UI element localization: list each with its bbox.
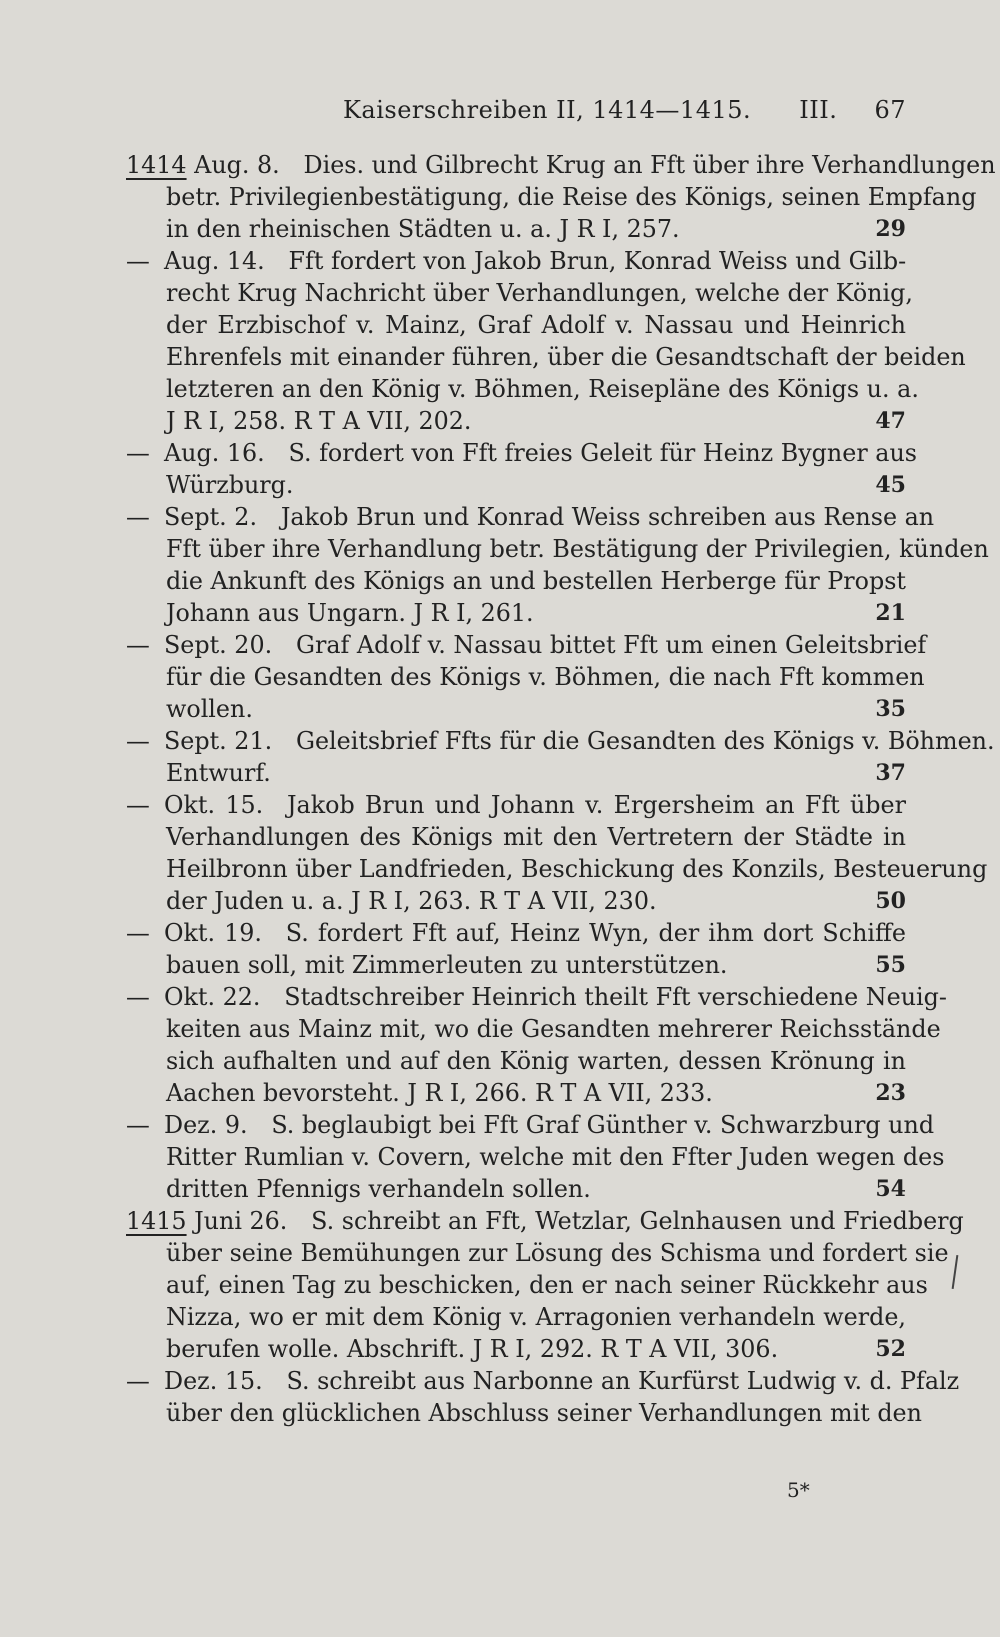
entry-text: Jakob Brun und Johann v. Ergersheim an Fft über	[286, 791, 907, 819]
entry-date-text: Aug. 14.	[164, 247, 265, 275]
entry-line	[126, 1205, 964, 1237]
margin-pencil-mark	[952, 1255, 959, 1289]
regesta-list	[126, 149, 996, 1429]
document-number: 21	[875, 600, 906, 626]
entry-text: J R I, 258. R T A VII, 202.	[166, 407, 472, 435]
entry-line	[126, 693, 906, 725]
entry-date-text: Juni 26.	[194, 1207, 288, 1235]
regest-entry	[126, 1109, 945, 1205]
entry-text: Fft über ihre Verhandlung betr. Bestätigung der Privilegien, künden	[166, 535, 989, 563]
entry-year: 1414	[126, 151, 187, 179]
page-number: 67	[874, 96, 906, 124]
header-title: Kaiserschreiben II, 1414—1415.	[343, 96, 752, 124]
entry-text: Dies. und Gilbrecht Krug an Fft über ihre Verhandlungen	[303, 151, 996, 179]
entry-line	[126, 1141, 945, 1173]
document-number: 54	[875, 1176, 906, 1202]
entry-text: S. schreibt an Fft, Wetzlar, Gelnhausen und Friedberg	[311, 1207, 964, 1235]
ditto-dash: —	[126, 983, 150, 1011]
entry-line	[126, 245, 906, 277]
entry-text: S. fordert Fft auf, Heinz Wyn, der ihm dort Schiffe	[285, 919, 906, 947]
entry-text: in den rheinischen Städten u. a. J R I, 257.	[166, 215, 680, 243]
entry-year: 1415	[126, 1207, 187, 1235]
entry-text: Würzburg.	[166, 471, 294, 499]
document-number: 35	[875, 696, 906, 722]
entry-text: Graf Adolf v. Nassau bittet Fft um einen Geleitsbrief	[295, 631, 927, 659]
ditto-dash: —	[126, 439, 150, 467]
entry-date-text: Sept. 2.	[164, 503, 258, 531]
entry-line	[126, 1109, 935, 1141]
entry-date	[126, 983, 284, 1011]
ditto-dash: —	[126, 919, 150, 947]
entry-date	[126, 1111, 271, 1139]
entry-text: der Juden u. a. J R I, 263. R T A VII, 230.	[166, 887, 657, 915]
document-number: 52	[875, 1336, 906, 1362]
entry-text: betr. Privilegienbestätigung, die Reise des Königs, seinen Empfang	[166, 183, 977, 211]
regest-entry	[126, 725, 995, 789]
entry-text: letzteren an den König v. Böhmen, Reisepläne des Königs u. a.	[166, 375, 919, 403]
entry-text: Verhandlungen des Königs mit den Vertretern der Städte in	[166, 823, 906, 851]
entry-text: über den glücklichen Abschluss seiner Verhandlungen mit den	[166, 1399, 922, 1427]
entry-text: keiten aus Mainz mit, wo die Gesandten mehrerer Reichsstände	[166, 1015, 941, 1043]
entry-date-text: Sept. 20.	[164, 631, 273, 659]
regest-entry	[126, 501, 989, 629]
entry-text: für die Gesandten des Königs v. Böhmen, die nach Fft kommen	[166, 663, 925, 691]
entry-line	[126, 885, 906, 917]
entry-date-text: Sept. 21.	[164, 727, 273, 755]
entry-line	[126, 1365, 960, 1397]
entry-date	[126, 919, 286, 947]
entry-line	[126, 469, 906, 501]
entry-line	[126, 1013, 941, 1045]
entry-date-text: Dez. 9.	[164, 1111, 248, 1139]
ditto-dash: —	[126, 247, 150, 275]
ditto-dash: —	[126, 791, 150, 819]
regest-entry	[126, 1365, 960, 1429]
document-number: 29	[875, 216, 906, 242]
entry-date	[126, 247, 289, 275]
entry-date	[126, 503, 281, 531]
entry-line	[126, 1173, 906, 1205]
entry-line	[126, 1077, 906, 1109]
entry-line	[126, 565, 906, 597]
entry-line	[126, 1333, 906, 1365]
entry-text: der Erzbischof v. Mainz, Graf Adolf v. Nassau und Heinrich	[166, 311, 906, 339]
regest-entry	[126, 981, 947, 1109]
entry-line	[126, 949, 906, 981]
entry-date	[126, 791, 287, 819]
ditto-dash: —	[126, 1111, 150, 1139]
entry-date	[126, 727, 296, 755]
entry-text: Geleitsbrief Ffts für die Gesandten des Königs v. Böhmen.	[295, 727, 995, 755]
entry-line	[126, 181, 977, 213]
entry-line	[126, 725, 995, 757]
regest-entry	[126, 917, 906, 981]
entry-date-text: Okt. 22.	[164, 983, 261, 1011]
ditto-dash: —	[126, 631, 150, 659]
regest-entry	[126, 1205, 964, 1365]
entry-text: wollen.	[166, 695, 253, 723]
entry-line	[126, 597, 906, 629]
document-number: 50	[875, 888, 906, 914]
entry-text: auf, einen Tag zu beschicken, den er nach seiner Rückkehr aus	[166, 1271, 928, 1299]
entry-text: Aachen bevorsteht. J R I, 266. R T A VII, 233.	[166, 1079, 713, 1107]
header-section: III.	[799, 96, 838, 124]
entry-text: sich aufhalten und auf den König warten, dessen Krönung in	[166, 1047, 906, 1075]
entry-line	[126, 533, 989, 565]
entry-line	[126, 1397, 922, 1429]
regest-entry	[126, 629, 927, 725]
entry-text: die Ankunft des Königs an und bestellen Herberge für Propst	[166, 567, 906, 595]
entry-line	[126, 1269, 928, 1301]
entry-line	[126, 757, 906, 789]
entry-text: Ehrenfels mit einander führen, über die Gesandtschaft der beiden	[166, 343, 966, 371]
entry-date	[126, 439, 289, 467]
entry-text: Heilbronn über Landfrieden, Beschickung des Konzils, Besteuerung	[166, 855, 988, 883]
entry-text: dritten Pfennigs verhandeln sollen.	[166, 1175, 591, 1203]
entry-line	[126, 917, 906, 949]
ditto-dash: —	[126, 727, 150, 755]
regest-entry	[126, 149, 996, 245]
entry-line	[126, 821, 906, 853]
document-number: 47	[875, 408, 906, 434]
signature-mark: 5*	[787, 1478, 810, 1502]
entry-line	[126, 309, 906, 341]
regest-entry	[126, 789, 988, 917]
entry-text: S. fordert von Fft freies Geleit für Heinz Bygner aus	[288, 439, 917, 467]
entry-line	[126, 1237, 949, 1269]
entry-date	[126, 151, 304, 179]
entry-text: Nizza, wo er mit dem König v. Arragonien verhandeln werde,	[166, 1303, 906, 1331]
entry-text: S. schreibt aus Narbonne an Kurfürst Ludwig v. d. Pfalz	[286, 1367, 960, 1395]
entry-line	[126, 661, 925, 693]
entry-text: Ritter Rumlian v. Covern, welche mit den Ffter Juden wegen des	[166, 1143, 945, 1171]
entry-text: über seine Bemühungen zur Lösung des Schisma und fordert sie	[166, 1239, 949, 1267]
entry-line	[126, 213, 906, 245]
entry-text: Johann aus Ungarn. J R I, 261.	[166, 599, 534, 627]
entry-line	[126, 853, 988, 885]
entry-line	[126, 437, 917, 469]
entry-line	[126, 405, 906, 437]
entry-line	[126, 341, 966, 373]
entry-line	[126, 629, 927, 661]
document-number: 23	[875, 1080, 906, 1106]
entry-line	[126, 149, 996, 181]
entry-date	[126, 1367, 286, 1395]
ditto-dash: —	[126, 503, 150, 531]
entry-date	[126, 1207, 311, 1235]
document-number: 55	[875, 952, 906, 978]
entry-text: recht Krug Nachricht über Verhandlungen, welche der König,	[166, 279, 913, 307]
entry-line	[126, 373, 919, 405]
entry-date-text: Aug. 8.	[194, 151, 280, 179]
entry-text: S. beglaubigt bei Fft Graf Günther v. Schwarzburg und	[271, 1111, 935, 1139]
running-header	[128, 96, 906, 136]
entry-line	[126, 501, 935, 533]
entry-date	[126, 631, 296, 659]
entry-text: Jakob Brun und Konrad Weiss schreiben aus Rense an	[280, 503, 935, 531]
regest-entry	[126, 245, 966, 437]
entry-date-text: Okt. 19.	[164, 919, 262, 947]
entry-date-text: Dez. 15.	[164, 1367, 263, 1395]
ditto-dash: —	[126, 1367, 150, 1395]
entry-text: berufen wolle. Abschrift. J R I, 292. R T A VII, 306.	[166, 1335, 779, 1363]
regest-entry	[126, 437, 917, 501]
entry-text: Fft fordert von Jakob Brun, Konrad Weiss und Gilb-	[288, 247, 907, 275]
entry-line	[126, 1301, 906, 1333]
document-number: 37	[875, 760, 906, 786]
document-number: 45	[875, 472, 906, 498]
entry-text: Entwurf.	[166, 759, 271, 787]
entry-line	[126, 277, 913, 309]
entry-text: bauen soll, mit Zimmerleuten zu unterstützen.	[166, 951, 728, 979]
entry-line	[126, 789, 906, 821]
entry-date-text: Okt. 15.	[164, 791, 264, 819]
entry-date-text: Aug. 16.	[164, 439, 265, 467]
entry-line	[126, 1045, 906, 1077]
entry-text: Stadtschreiber Heinrich theilt Fft verschiedene Neuig-	[284, 983, 947, 1011]
entry-line	[126, 981, 947, 1013]
